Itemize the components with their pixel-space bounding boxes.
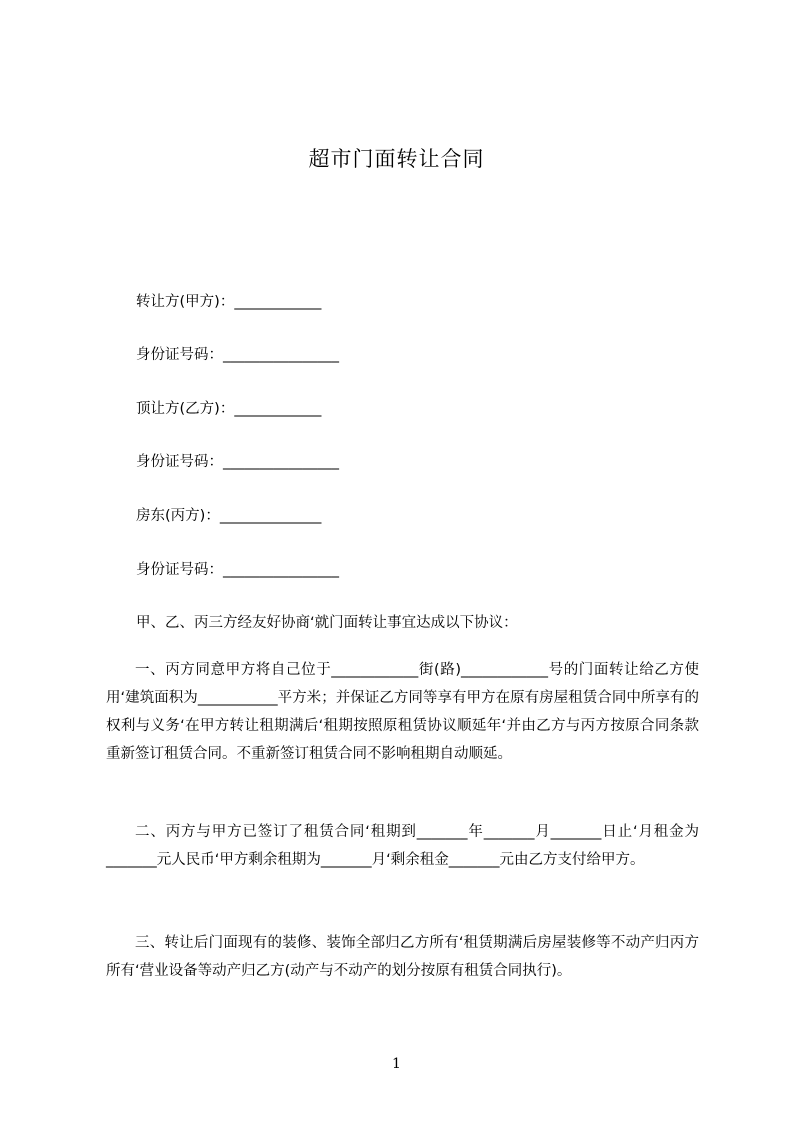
landlord-name-field: 房东(丙方)：______________ [136,508,322,524]
transferor-id-field: 身份证号码：________________ [136,347,339,363]
transferee-id-field: 身份证号码：________________ [136,454,339,470]
transferee-name-field: 顶让方(乙方)：____________ [136,401,322,417]
clause-1: 一、丙方同意甲方将自己位于____________街(路)____________号的门面转让给乙方使用‘建筑面积为___________平方米；并保证乙方同等享有甲方在原有房屋租赁合同中所享有的权利与义务‘在甲方转让租期满后‘租期按照原租赁协议顺延年‘并由乙方与丙方按原合同条款重新签订租赁合同。不重新签订租赁合同不影响租期自动顺延。 [106,662,699,762]
transferor-name-field: 转让方(甲方)：____________ [136,294,322,310]
clause-3: 三、转让后门面现有的装修、装饰全部归乙方所有‘租赁期满后房屋装修等不动产归丙方所有‘营业设备等动产归乙方(动产与不动产的划分按原有租赁合同执行)。 [106,935,699,979]
clause-2: 二、丙方与甲方已签订了租赁合同‘租期到_______年_______月_______日止‘月租金为_______元人民币‘甲方剩余租期为_______月‘剩余租金_______元由乙方支付给甲方。 [106,824,699,868]
intro-paragraph: 甲、乙、丙三方经友好协商‘就门面转让事宜达成以下协议： [136,615,518,631]
landlord-id-field: 身份证号码：________________ [136,562,339,578]
page-number: 1 [392,1056,401,1072]
document-title: 超市门面转让合同 [308,147,485,171]
